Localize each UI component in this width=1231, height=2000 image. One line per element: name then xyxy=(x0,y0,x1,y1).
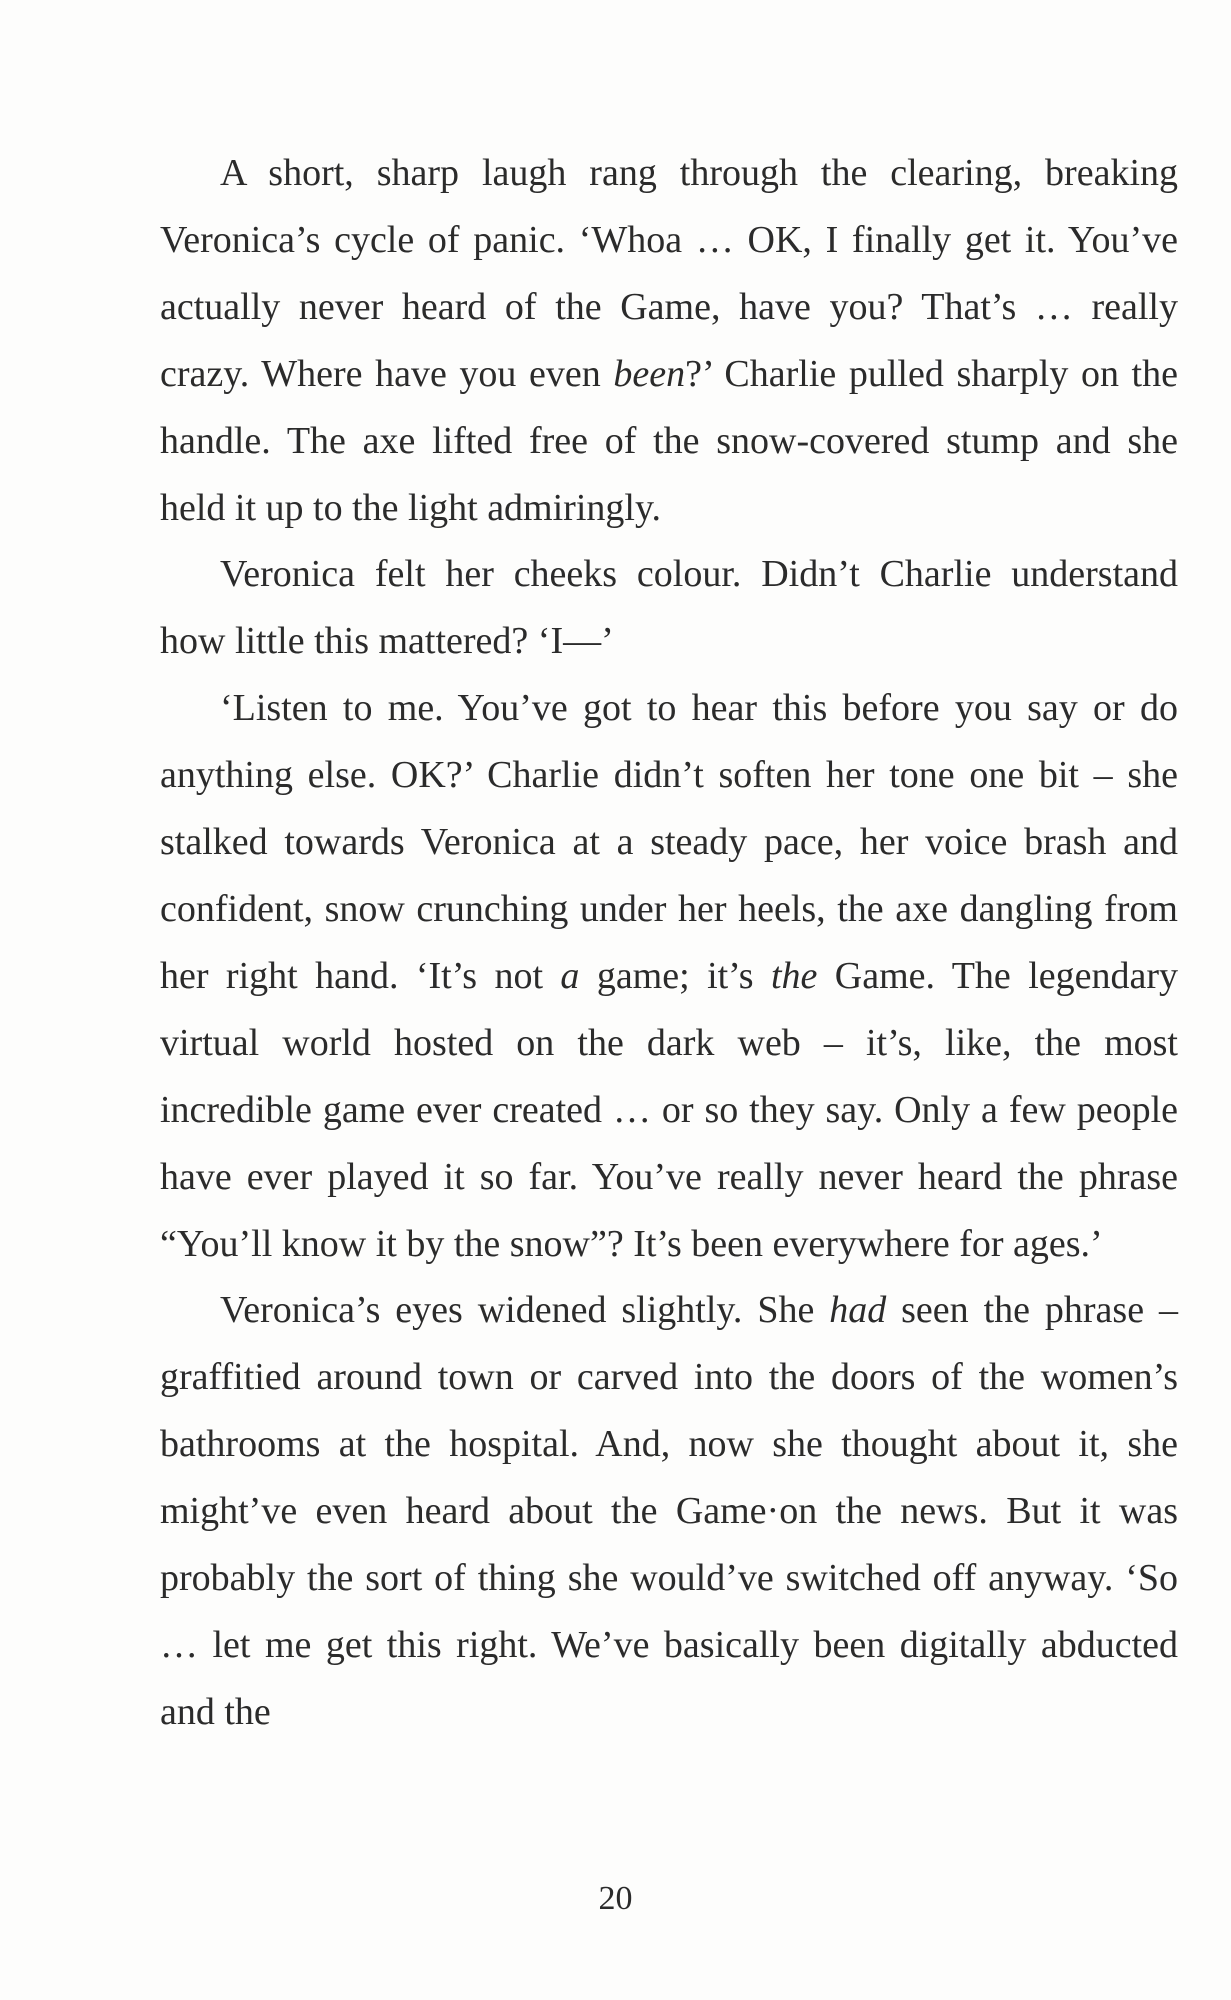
paragraph-text: ?’ Charlie pulled sharply on the handle. The axe lifted free of the snow-covered stump and she held it up to the light admiringly. xyxy=(160,352,1178,529)
emphasis-text: had xyxy=(829,1289,887,1332)
paragraph-text: game; it’s xyxy=(579,954,771,997)
emphasis-text: been xyxy=(613,352,686,395)
paragraph xyxy=(160,1277,1178,1745)
page-number: 20 xyxy=(598,1880,633,1917)
body-text xyxy=(160,140,1178,1746)
paragraph xyxy=(160,140,1178,541)
paragraph-text: Veronica’s eyes widened slightly. She xyxy=(220,1289,830,1332)
paragraph-text: seen the phrase – graffitied around town or carved into the doors of the women’s bathrooms at the hospital. And, now she thought about it, she might’ve even heard about the Game·on the news. But it was probably the sort of thing she would’ve switched off anyway. ‘So … let me get this right. We’ve basically been digitally abducted and the xyxy=(160,1289,1178,1733)
emphasis-text: the xyxy=(770,954,818,997)
paragraph-text: Game. The legendary virtual world hosted on the dark web – it’s, like, the most incredible game ever created … or so they say. Only a few people have ever played it so far. You’ve really never heard the phrase “You’ll know it by the snow”? It’s been everywhere for ages.’ xyxy=(160,954,1179,1265)
paragraph-text: ‘Listen to me. You’ve got to hear this before you say or do anything else. OK?’ Charlie didn’t soften her tone one bit – she stalked towards Veronica at a steady pace, her voice brash and confident, snow crunching under her heels, the axe dangling from her right hand. ‘It’s not xyxy=(160,687,1178,997)
paragraph-text: Veronica felt her cheeks colour. Didn’t Charlie understand how little this mattered? ‘I—’ xyxy=(160,553,1178,663)
emphasis-text: a xyxy=(560,954,580,997)
paragraph xyxy=(160,675,1178,1277)
paragraph-text: A short, sharp laugh rang through the clearing, breaking Veronica’s cycle of panic. ‘Whoa … OK, I finally get it. You’ve actually never heard of the Game, have you? That’s … really crazy. Where have you even xyxy=(160,152,1178,395)
paragraph xyxy=(160,541,1178,675)
